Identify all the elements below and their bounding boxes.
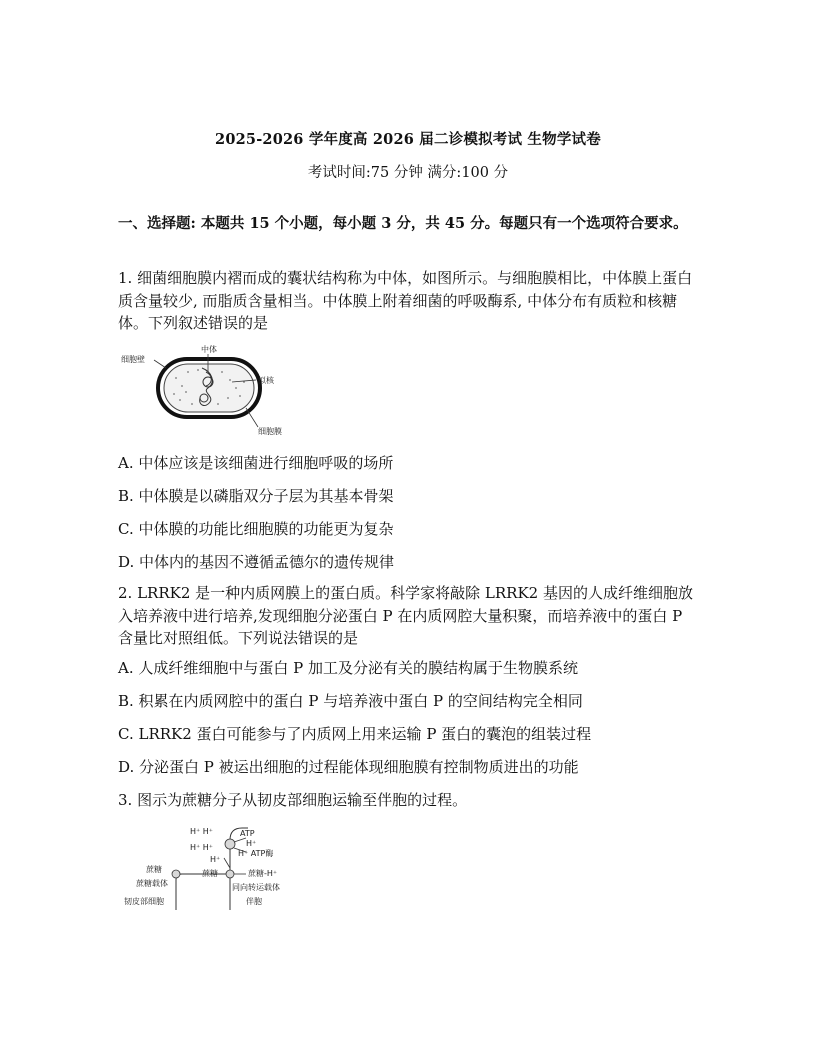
sucrose-proton-label: 蔗糖-H⁺ [248, 869, 278, 878]
sucrose-left-label: 蔗糖 [146, 865, 162, 874]
proton-top-label: H⁺ H⁺ [190, 827, 214, 836]
sucrose-carrier-icon [172, 870, 180, 878]
proton-mid-label: H⁺ H⁺ [190, 843, 214, 852]
question-1-stem: 1. 细菌细胞膜内褶而成的囊状结构称为中体，如图所示。与细胞膜相比，中体膜上蛋白质含量较少, 而脂质含量相当。中体膜上附着细菌的呼吸酶系, 中体分布有质粒和核糖体。下列叙述错误的是 [118, 269, 693, 332]
question-1-option-c: C. 中体膜的功能比细胞膜的功能更为复杂 [118, 520, 394, 538]
question-2-option-b: B. 积累在内质网腔中的蛋白 P 与培养液中蛋白 P 的空间结构完全相同 [118, 692, 583, 710]
sucrose-carrier-label: 蔗糖载体 [136, 879, 168, 888]
companion-cell-label: 伴胞 [246, 897, 262, 906]
bacterium-mesosome-figure [118, 342, 304, 438]
question-1-option-a: A. 中体应该是该细菌进行细胞呼吸的场所 [118, 454, 394, 472]
proton-right-label: H⁺ [246, 839, 257, 848]
proton-low-label: H⁺ [210, 855, 221, 864]
phloem-cell-label: 韧皮部细胞 [124, 897, 164, 906]
question-2-option-c: C. LRRK2 蛋白可能参与了内质网上用来运输 P 蛋白的囊泡的组装过程 [118, 725, 592, 743]
exam-title: 2025-2026 学年度高 2026 届二诊模拟考试 生物学试卷 [215, 131, 601, 148]
symporter-label: 同向转运载体 [232, 883, 280, 892]
atpase-label: H⁺ ATP酶 [238, 849, 274, 858]
question-1-option-d: D. 中体内的基因不遵循孟德尔的遗传规律 [118, 553, 395, 571]
question-1-option-b: B. 中体膜是以磷脂双分子层为其基本骨架 [118, 487, 394, 505]
symporter-icon [226, 870, 234, 878]
cell-wall-label: 细胞壁 [121, 355, 145, 364]
question-2-option-a: A. 人成纤维细胞中与蛋白 P 加工及分泌有关的膜结构属于生物膜系统 [118, 659, 579, 677]
mesosome-label: 中体 [201, 345, 217, 354]
cell-membrane-label: 细胞膜 [258, 427, 282, 436]
question-3-stem: 3. 图示为蔗糖分子从韧皮部细胞运输至伴胞的过程。 [118, 791, 468, 809]
atp-label: ATP [240, 829, 255, 838]
question-2-stem: 2. LRRK2 是一种内质网膜上的蛋白质。科学家将敲除 LRRK2 基因的人成纤维细胞放入培养液中进行培养,发现细胞分泌蛋白 P 在内质网腔大量积聚，而培养液中的蛋白 P 含量比对照组低。下列说法错误的是 [118, 584, 693, 647]
exam-subtitle: 考试时间:75 分钟 满分:100 分 [307, 165, 509, 181]
cell-membrane-outline [164, 364, 254, 412]
sucrose-mid-label: 蔗糖 [202, 869, 218, 878]
atpase-icon [225, 839, 235, 849]
question-2-option-d: D. 分泌蛋白 P 被运出细胞的过程能体现细胞膜有控制物质进出的功能 [118, 758, 579, 776]
nucleoid-label: 拟核 [258, 376, 274, 385]
sucrose-transport-figure [118, 818, 298, 914]
section-heading: 一、选择题: 本题共 15 个小题，每小题 3 分，共 45 分。每题只有一个选项符合要求。 [118, 215, 688, 232]
